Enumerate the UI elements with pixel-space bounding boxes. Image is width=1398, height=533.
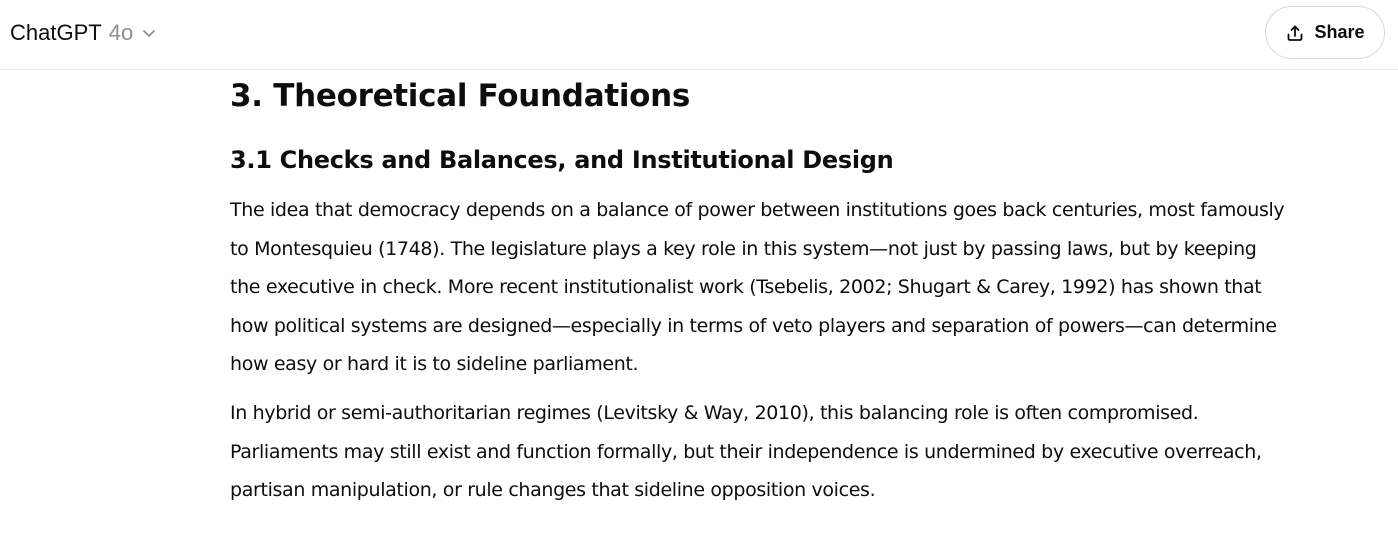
model-version: 4o: [108, 20, 134, 45]
paragraph: In hybrid or semi-authoritarian regimes (Levitsky & Way, 2010), this balancing role is often compromised. Parliaments may still exist and function formally, but their independence is undermined by executive overreach, partisan manipulation, or rule changes that sideline opposition voices.: [230, 401, 1262, 502]
top-bar: [0, 0, 1398, 70]
section-heading: 3. Theoretical Foundations: [230, 78, 691, 114]
paragraph: The idea that democracy depends on a balance of power between institutions goes back centuries, most famously to Montesquieu (1748). The legislature plays a key role in this system—not just by passing laws, but by keeping the executive in check. More recent institutionalist work (Tsebelis, 2002; Shugart & Carey, 1992) has shown that how political systems are designed—especially in terms of veto players and separation of powers—can determine how easy or hard it is to sideline parliament.: [230, 199, 1285, 376]
model-name: ChatGPT: [10, 20, 102, 45]
model-switcher[interactable]: [10, 18, 157, 48]
share-icon: [1285, 23, 1305, 43]
share-label: Share: [1314, 22, 1365, 42]
share-button[interactable]: [1265, 6, 1385, 59]
subsection-heading: 3.1 Checks and Balances, and Institutional Design: [230, 146, 894, 174]
chevron-down-icon: [141, 25, 157, 41]
assistant-message: [230, 72, 1290, 510]
